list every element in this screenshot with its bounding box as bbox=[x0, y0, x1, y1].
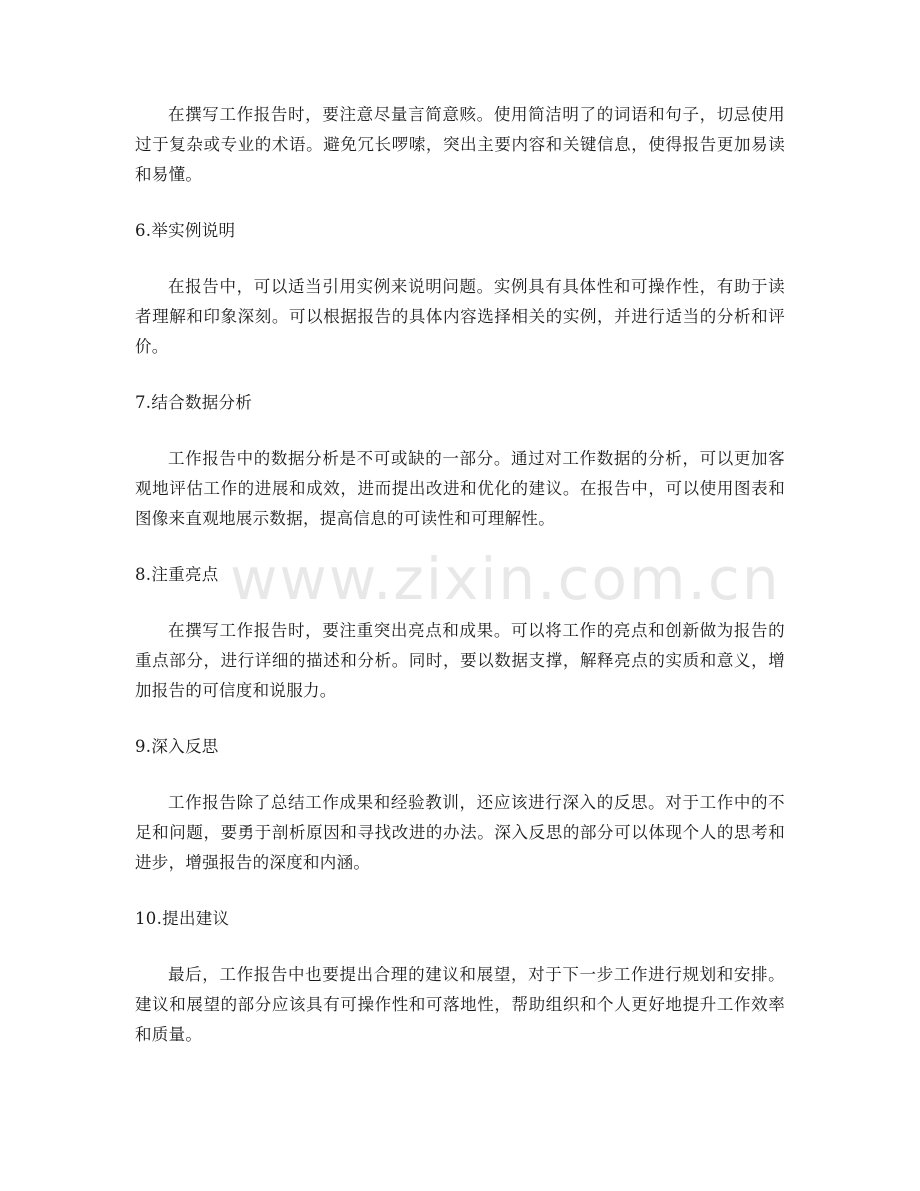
heading-examples: 6.举实例说明 bbox=[135, 221, 236, 240]
paragraph-reflection: 工作报告除了总结工作成果和经验教训，还应该进行深入的反思。对于工作中的不足和问题，要勇于剖析原因和寻找改进的办法。深入反思的部分可以体现个人的思考和进步，增强报告的深度和内涵。 bbox=[135, 793, 785, 872]
paragraph-data-analysis: 工作报告中的数据分析是不可或缺的一部分。通过对工作数据的分析，可以更加客观地评估工作的进展和成效，进而提出改进和优化的建议。在报告中，可以使用图表和图像来直观地展示数据，提高信息的可读性和可理解性。 bbox=[135, 449, 785, 528]
heading-highlights: 8.注重亮点 bbox=[135, 565, 219, 584]
heading-reflection: 9.深入反思 bbox=[135, 737, 219, 756]
heading-suggestions: 10.提出建议 bbox=[135, 909, 230, 928]
document-page bbox=[135, 100, 785, 1050]
paragraph-examples: 在报告中，可以适当引用实例来说明问题。实例具有具体性和可操作性，有助于读者理解和印象深刻。可以根据报告的具体内容选择相关的实例，并进行适当的分析和评价。 bbox=[135, 277, 785, 356]
paragraph-highlights: 在撰写工作报告时，要注重突出亮点和成果。可以将工作的亮点和创新做为报告的重点部分，进行详细的描述和分析。同时，要以数据支撑，解释亮点的实质和意义，增加报告的可信度和说服力。 bbox=[135, 621, 785, 700]
paragraph-suggestions: 最后，工作报告中也要提出合理的建议和展望，对于下一步工作进行规划和安排。建议和展望的部分应该具有可操作性和可落地性，帮助组织和个人更好地提升工作效率和质量。 bbox=[135, 965, 785, 1044]
heading-data-analysis: 7.结合数据分析 bbox=[135, 393, 253, 412]
watermark: www.zixin.com.cn bbox=[230, 545, 781, 613]
paragraph-concise: 在撰写工作报告时，要注意尽量言简意赅。使用简洁明了的词语和句子，切忌使用过于复杂或专业的术语。避免冗长啰嗦，突出主要内容和关键信息，使得报告更加易读和易懂。 bbox=[135, 105, 785, 184]
